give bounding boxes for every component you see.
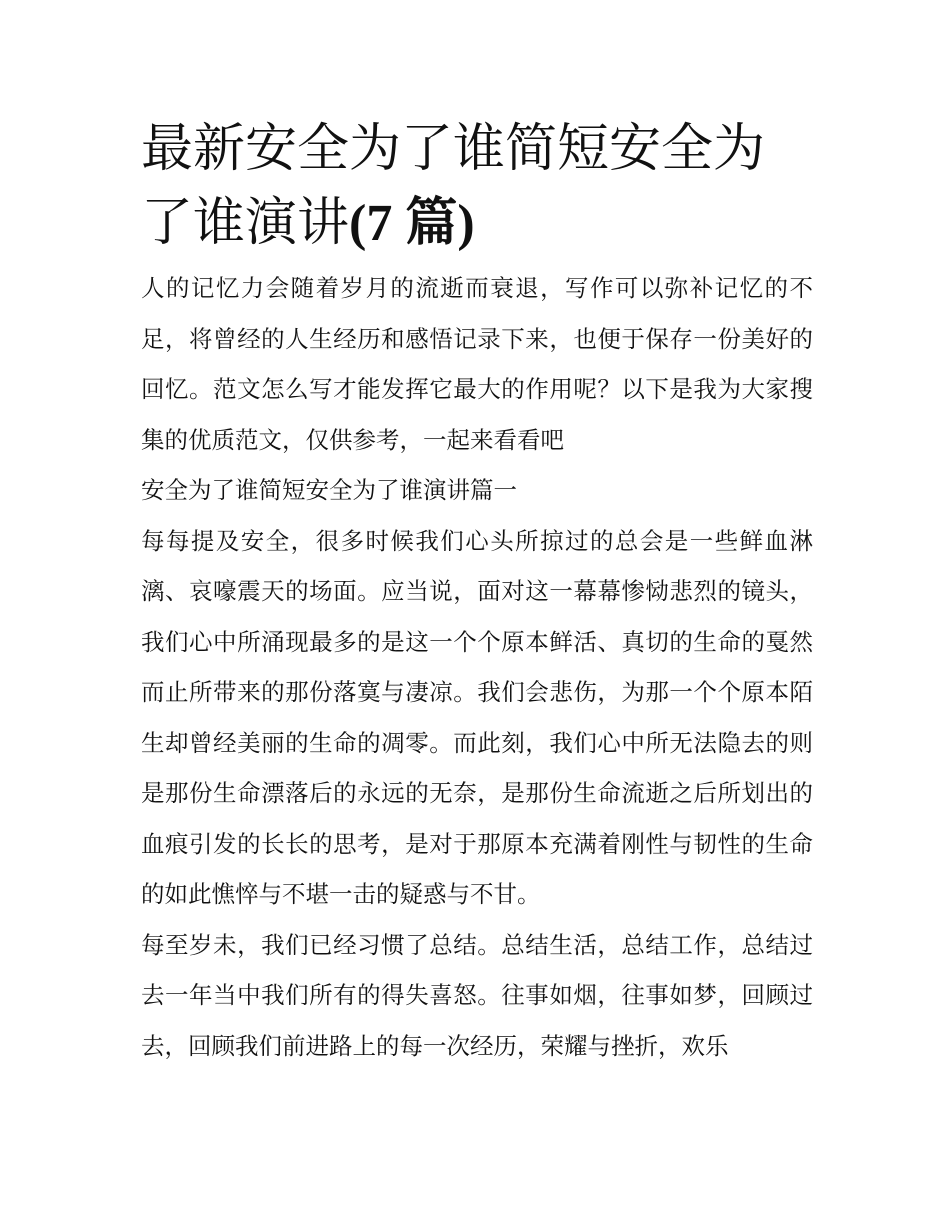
document-body: [141, 263, 813, 1071]
document-title-text: 最新安全为了谁简短安全为了谁演讲: [141, 119, 766, 253]
body-paragraph: 每至岁未，我们已经习惯了总结。总结生活，总结工作，总结过去一年当中我们所有的得失喜怒。往事如烟，往事如梦，回顾过去，回顾我们前进路上的每一次经历，荣耀与挫折，欢乐: [141, 930, 813, 1060]
document-title: [141, 112, 813, 261]
intro-paragraph: 人的记忆力会随着岁月的流逝而衰退，写作可以弥补记忆的不足，将曾经的人生经历和感悟记录下来，也便于保存一份美好的回忆。范文怎么写才能发挥它最大的作用呢？以下是我为大家搜集的优质范文，仅供参考，一起来看看吧: [141, 274, 813, 454]
body-paragraph: 每每提及安全，很多时候我们心头所掠过的总会是一些鲜血淋漓、哀嚎震天的场面。应当说，面对这一幕幕惨恸悲烈的镜头，我们心中所涌现最多的是这一个个原本鲜活、真切的生命的戛然而止所带来的那份落寞与凄凉。我们会悲伤，为那一个个原本陌生却曾经美丽的生命的凋零。而此刻，我们心中所无法隐去的则是那份生命漂落后的永远的无奈，是那份生命流逝之后所划出的血痕引发的长长的思考，是对于那原本充满着刚性与韧性的生命的如此憔悴与不堪一击的疑惑与不甘。: [141, 526, 813, 908]
section-heading: 安全为了谁简短安全为了谁演讲篇一: [141, 476, 517, 504]
document-title-count: (7 篇): [349, 195, 475, 252]
document-page: [141, 112, 813, 1071]
